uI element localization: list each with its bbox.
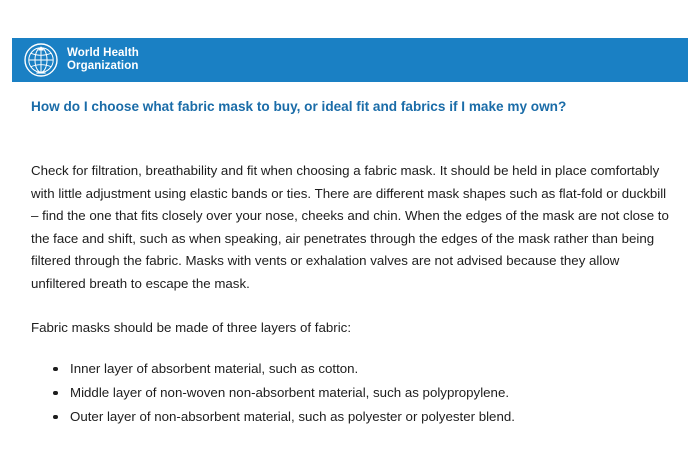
- who-emblem-icon: [24, 43, 58, 77]
- who-wordmark: [67, 47, 139, 73]
- list-item: Middle layer of non-woven non-absorbent material, such as polypropylene.: [53, 381, 676, 405]
- list-item: Inner layer of absorbent material, such as cotton.: [53, 357, 676, 381]
- who-header-banner: [12, 38, 688, 82]
- paragraph-2: Fabric masks should be made of three layers of fabric:: [31, 319, 352, 335]
- who-wordmark-line1: World Health: [67, 47, 139, 59]
- document-content: [31, 98, 676, 429]
- fabric-layers-list: [31, 357, 676, 429]
- who-wordmark-line2: Organization: [67, 60, 139, 72]
- page-title: How do I choose what fabric mask to buy, or ideal fit and fabrics if I make my own?: [31, 99, 567, 114]
- paragraph-1: Check for filtration, breathability and fit when choosing a fabric mask. It should be held in place comfortably with little adjustment using elastic bands or ties. There are different mask shapes such as flat-fold or duckbill – find the one that fits closely over your nose, cheeks and chin. When the edges of the mask are not close to the face and shift, such as when speaking, air penetrates through the edges of the mask rather than being filtered through the fabric. Masks with vents or exhalation valves are not advised because they allow unfiltered breath to escape the mask.: [31, 163, 669, 291]
- list-item: Outer layer of non-absorbent material, such as polyester or polyester blend.: [53, 405, 676, 429]
